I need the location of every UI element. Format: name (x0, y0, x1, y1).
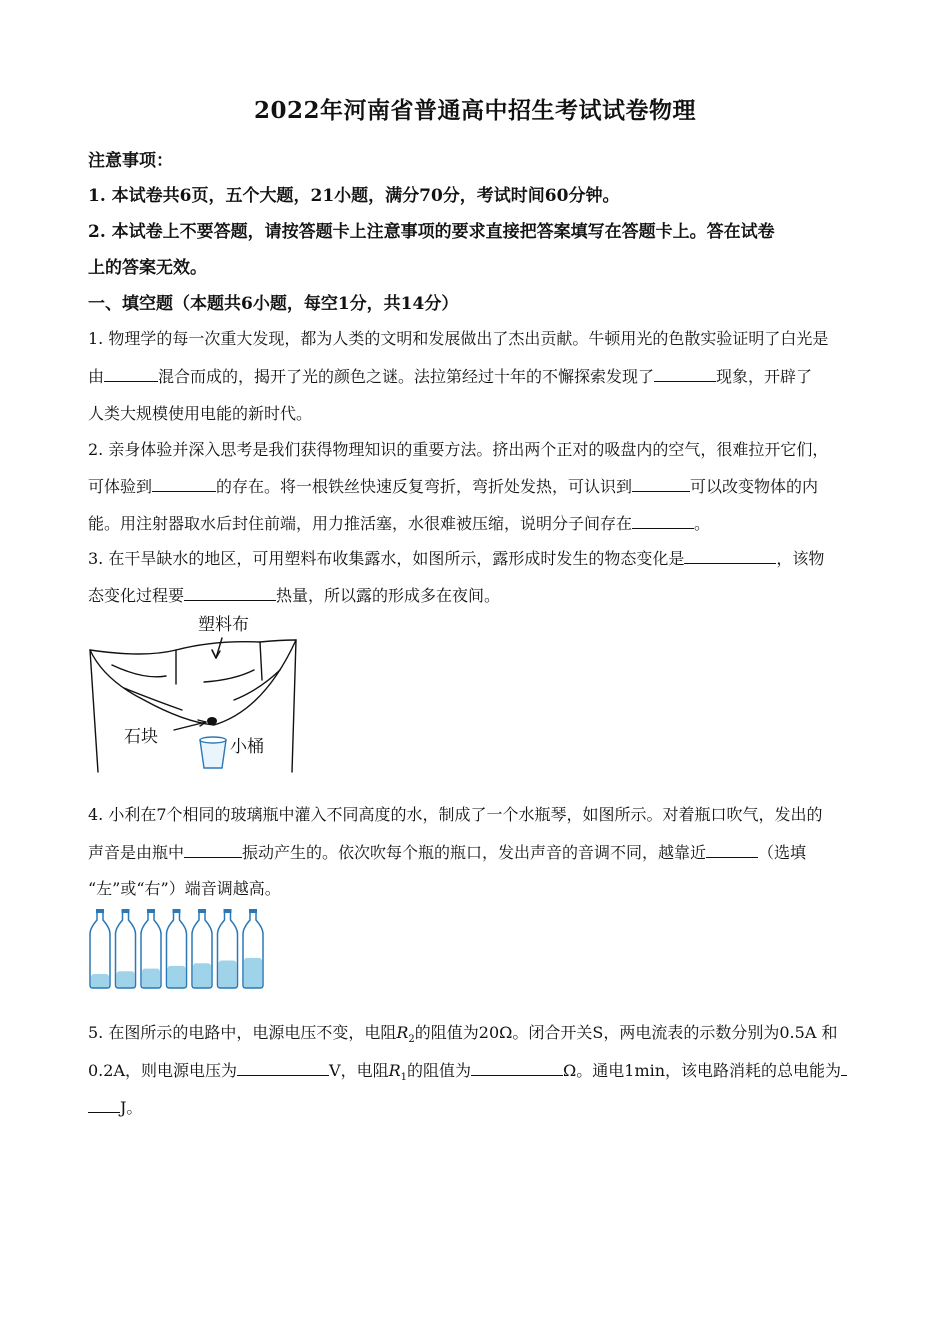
q3-blank-1 (684, 549, 776, 564)
bottle-6 (218, 909, 238, 988)
notice-item-2a: 2. 本试卷上不要答题，请按答题卡上注意事项的要求直接把答案填写在答题卡上。答在试卷 (88, 222, 775, 242)
q5-text-d: V，电阻 (329, 1061, 389, 1080)
left-pole (90, 650, 98, 772)
bottle-cap (198, 909, 206, 913)
q4-blank-2 (706, 843, 758, 858)
bottle-cap (96, 909, 104, 913)
bucket (200, 740, 226, 768)
water-bottles-figure (88, 908, 268, 992)
water-level (244, 958, 262, 988)
q5-line-3 (88, 1095, 142, 1118)
q2-line-2 (88, 474, 818, 497)
q5-text-a: 5. 在图所示的电路中，电源电压不变，电阻 (88, 1023, 397, 1042)
q5-line-2 (88, 1058, 847, 1083)
q3-text-a: 3. 在干旱缺水的地区，可用塑料布收集露水，如图所示，露形成时发生的物态变化是 (88, 549, 685, 568)
q3-text-d: 热量，所以露的形成多在夜间。 (276, 586, 501, 605)
notice-item-1: 1. 本试卷共6页，五个大题，21小题，满分70分，考试时间60分钟。 (88, 186, 620, 206)
q4-blank-1 (184, 843, 242, 858)
water-level (168, 966, 186, 988)
bottle-4 (167, 909, 187, 988)
q5-text-b: 的阻值为20Ω。闭合开关S，两电流表的示数分别为0.5A 和 (414, 1023, 838, 1042)
q4-text-c: （选填 (758, 843, 807, 862)
q2-text-c: 可以改变物体的内 (690, 477, 819, 496)
water-level (142, 969, 160, 988)
bottle-3 (141, 909, 161, 988)
q4-text-b: 振动产生的。依次吹每个瓶的瓶口，发出声音的音调不同，越靠近 (242, 843, 707, 862)
water-level (219, 961, 237, 988)
q1-text-a: 由 (88, 367, 105, 386)
r2-symbol: R (396, 1023, 409, 1042)
q5-blank-3b (88, 1098, 120, 1113)
bottle-1 (90, 909, 110, 988)
q1-blank-1 (104, 367, 158, 382)
bottle-cap (173, 909, 181, 913)
stone (207, 717, 217, 725)
q5-blank-1 (237, 1061, 329, 1076)
q1-line-1: 1. 物理学的每一次重大发现，都为人类的文明和发展做出了杰出贡献。牛顿用光的色散实验证明了白光是 (88, 329, 829, 348)
notice-heading: 注意事项： (88, 151, 173, 171)
q1-line-3: 人类大规模使用电能的新时代。 (88, 404, 313, 423)
q1-text-b: 混合而成的，揭开了光的颜色之谜。法拉第经过十年的不懈探索发现了 (158, 367, 655, 386)
q5-text-e: 的阻值为 (407, 1061, 472, 1080)
r2-subscript: 2 (408, 1034, 415, 1046)
q1-line-2 (88, 364, 812, 387)
q3-line-2 (88, 583, 500, 606)
q3-text-b: ，该物 (776, 549, 825, 568)
label-bucket: 小桶 (230, 737, 264, 757)
dew-collector-figure (84, 610, 314, 778)
bottle-cap (147, 909, 155, 913)
q2-blank-1 (152, 477, 216, 492)
q3-line-1 (88, 546, 824, 569)
q3-blank-2 (184, 586, 276, 601)
q2-text-a: 可体验到 (88, 477, 153, 496)
q2-text-d: 能。用注射器取水后封住前端，用力推活塞，水很难被压缩，说明分子间存在 (88, 514, 633, 533)
r1-symbol: R (388, 1061, 401, 1080)
r1-subscript: 1 (400, 1072, 407, 1084)
section-1-heading: 一、填空题（本题共6小题，每空1分，共14分） (88, 294, 459, 314)
q1-text-c: 现象，开辟了 (716, 367, 813, 386)
bottle-2 (116, 909, 136, 988)
q2-blank-2 (632, 477, 690, 492)
bottle-cap (122, 909, 130, 913)
q4-text-a: 声音是由瓶中 (88, 843, 185, 862)
q2-text-b: 的存在。将一根铁丝快速反复弯折，弯折处发热，可认识到 (216, 477, 633, 496)
q5-text-f: Ω。通电1min，该电路消耗的总电能为 (563, 1061, 842, 1080)
right-pole (292, 640, 296, 772)
water-level (117, 971, 135, 988)
middle-pole-right (260, 642, 262, 680)
bottle-cap (249, 909, 257, 913)
bottle-cap (224, 909, 232, 913)
q5-text-g: J。 (120, 1098, 143, 1117)
q2-blank-3 (632, 514, 694, 529)
bottle-5 (192, 909, 212, 988)
label-plastic-cloth: 塑料布 (198, 615, 249, 635)
water-level (193, 963, 211, 988)
notice-item-2b: 上的答案无效。 (88, 258, 207, 278)
water-level (91, 974, 109, 988)
q4-line-3: “左”或“右”）端音调越高。 (88, 879, 281, 898)
cloth-pointer (216, 638, 222, 658)
cloth-top-edge (90, 640, 296, 654)
q5-text-c: 0.2A，则电源电压为 (88, 1061, 238, 1080)
q2-text-e: 。 (694, 514, 711, 533)
q5-blank-3a (841, 1061, 847, 1076)
q4-line-2 (88, 840, 806, 863)
q4-line-1: 4. 小利在7个相同的玻璃瓶中灌入不同高度的水，制成了一个水瓶琴，如图所示。对着瓶口吹气，发出的 (88, 805, 823, 824)
q2-line-3 (88, 511, 710, 534)
bottle-7 (243, 909, 263, 988)
q2-line-1: 2. 亲身体验并深入思考是我们获得物理知识的重要方法。挤出两个正对的吸盘内的空气，很难拉开它们， (88, 440, 829, 459)
q5-line-1 (88, 1020, 837, 1045)
q3-text-c: 态变化过程要 (88, 586, 185, 605)
label-stone: 石块 (124, 727, 158, 747)
q5-blank-2 (471, 1061, 563, 1076)
q1-blank-2 (654, 367, 716, 382)
page-title: 2022年河南省普通高中招生考试试卷物理 (253, 97, 696, 124)
